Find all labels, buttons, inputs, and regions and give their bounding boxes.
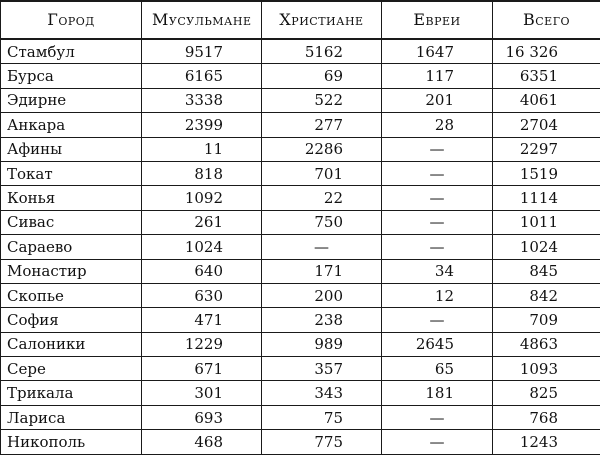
table-row [1,332,600,356]
table-row [1,161,600,185]
table-row [1,64,600,88]
cell-jews: — [382,430,493,454]
cell-total: 4863 [493,332,600,356]
table-row [1,137,600,161]
table-row [1,259,600,283]
table-row [1,357,600,381]
cell-jews: — [382,308,493,332]
cell-christians: 2286 [262,137,382,161]
cell-christians: 357 [262,357,382,381]
cell-city: Салоники [1,332,142,356]
cell-muslims: 11 [142,137,262,161]
header-muslims: Мусульмане [142,1,262,39]
cell-total: 1024 [493,235,600,259]
cell-muslims: 640 [142,259,262,283]
cell-total: 709 [493,308,600,332]
table-row [1,283,600,307]
cell-jews: 34 [382,259,493,283]
table-row [1,308,600,332]
cell-city: Токат [1,161,142,185]
cell-christians: 775 [262,430,382,454]
cell-city: Скопье [1,283,142,307]
cell-city: Лариса [1,405,142,429]
table-row [1,113,600,137]
header-jews: Евреи [382,1,493,39]
cell-muslims: 9517 [142,39,262,64]
cell-city: Сараево [1,235,142,259]
cell-christians: 701 [262,161,382,185]
cell-total: 845 [493,259,600,283]
cell-christians: 75 [262,405,382,429]
cell-christians: 5162 [262,39,382,64]
cell-city: Сивас [1,210,142,234]
header-city: Город [1,1,142,39]
header-christians: Христиане [262,1,382,39]
table-row [1,235,600,259]
table-row [1,210,600,234]
cell-christians: 238 [262,308,382,332]
cell-christians: 522 [262,88,382,112]
cell-jews: — [382,186,493,210]
cell-muslims: 671 [142,357,262,381]
cell-jews: — [382,235,493,259]
cell-total: 842 [493,283,600,307]
cell-muslims: 1024 [142,235,262,259]
header-row [1,1,600,39]
cell-muslims: 818 [142,161,262,185]
cell-jews: 181 [382,381,493,405]
cell-city: Стамбул [1,39,142,64]
cell-christians: 22 [262,186,382,210]
cell-jews: 117 [382,64,493,88]
table-body [1,39,600,454]
cell-jews: 12 [382,283,493,307]
cell-christians: 69 [262,64,382,88]
cell-city: Конья [1,186,142,210]
cell-total: 16 326 [493,39,600,64]
cell-muslims: 261 [142,210,262,234]
table-row [1,430,600,454]
cell-city: Сере [1,357,142,381]
cell-city: Анкара [1,113,142,137]
cell-total: 1114 [493,186,600,210]
cell-total: 1519 [493,161,600,185]
cell-jews: — [382,405,493,429]
table-row [1,381,600,405]
cell-city: Афины [1,137,142,161]
cell-city: София [1,308,142,332]
header-total: Всего [493,1,600,39]
cell-jews: — [382,210,493,234]
cell-christians: 200 [262,283,382,307]
cell-total: 768 [493,405,600,429]
cell-christians: 343 [262,381,382,405]
cell-christians: 171 [262,259,382,283]
cell-muslims: 693 [142,405,262,429]
cell-jews: 201 [382,88,493,112]
table-header [1,1,600,39]
cell-total: 4061 [493,88,600,112]
cell-total: 6351 [493,64,600,88]
cell-total: 825 [493,381,600,405]
cell-muslims: 301 [142,381,262,405]
cell-muslims: 3338 [142,88,262,112]
cell-jews: 2645 [382,332,493,356]
table-row [1,405,600,429]
table-row [1,88,600,112]
cell-city: Бурса [1,64,142,88]
cell-jews: 65 [382,357,493,381]
cell-total: 1093 [493,357,600,381]
cell-muslims: 2399 [142,113,262,137]
cell-total: 2297 [493,137,600,161]
cell-jews: — [382,137,493,161]
table-row [1,39,600,64]
cell-city: Никополь [1,430,142,454]
cell-muslims: 1092 [142,186,262,210]
cell-jews: — [382,161,493,185]
table-row [1,186,600,210]
cell-muslims: 6165 [142,64,262,88]
cell-total: 2704 [493,113,600,137]
cell-muslims: 1229 [142,332,262,356]
cell-jews: 1647 [382,39,493,64]
cell-city: Монастир [1,259,142,283]
cell-muslims: 471 [142,308,262,332]
cell-jews: 28 [382,113,493,137]
cell-city: Эдирне [1,88,142,112]
cell-christians: 989 [262,332,382,356]
cell-total: 1011 [493,210,600,234]
cell-city: Трикала [1,381,142,405]
cell-muslims: 630 [142,283,262,307]
cell-christians: — [262,235,382,259]
cell-christians: 750 [262,210,382,234]
cell-christians: 277 [262,113,382,137]
cell-muslims: 468 [142,430,262,454]
cell-total: 1243 [493,430,600,454]
